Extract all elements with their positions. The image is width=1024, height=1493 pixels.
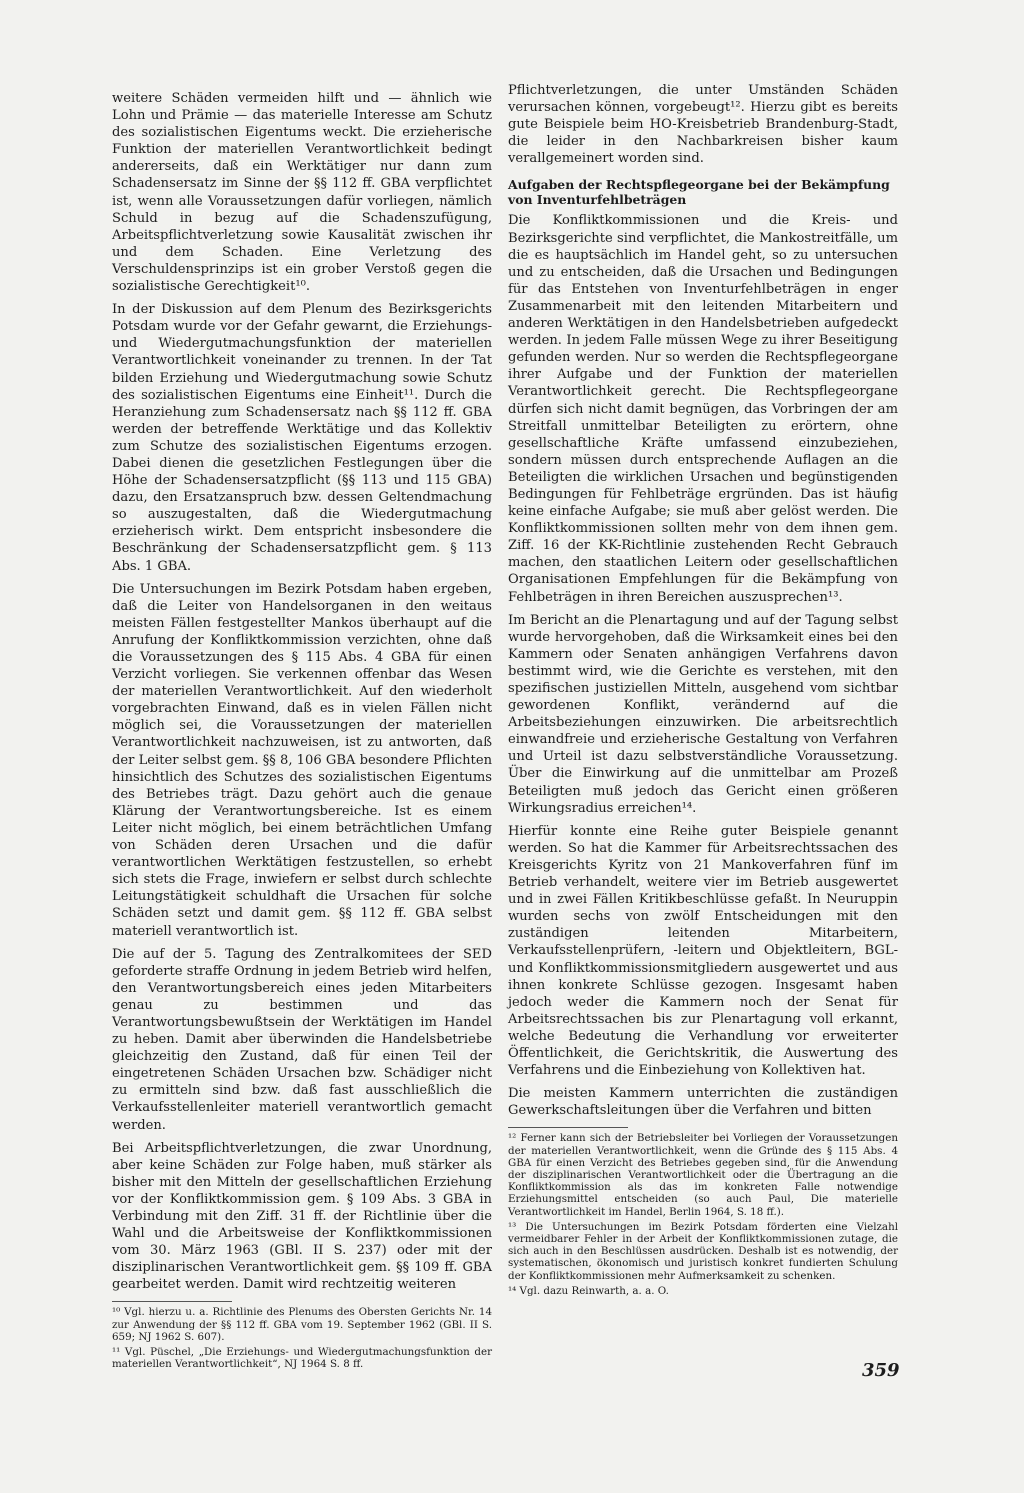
right-column xyxy=(508,82,898,1300)
footnote-divider xyxy=(112,1301,232,1302)
body-paragraph: Im Bericht an die Plenartagung und auf der Tagung selbst wurde hervorgehoben, daß die Wirksamkeit eines bei den Kammern oder Senaten anhängigen Verfahrens davon bestimmt wird, wie die Gerichte es verstehen, mit den spezifischen justiziellen Mitteln, ausgehend vom sichtbar gewordenen Konflikt, verändernd auf die Arbeitsbeziehungen einzuwirken. Die arbeitsrechtlich einwandfreie und erzieherische Gestaltung von Verfahren und Urteil ist dazu selbstverständliche Voraussetzung. Über die Einwirkung auf die unmittelbar am Prozeß Beteiligten muß jedoch das Gericht einen größeren Wirkungsradius erreichen¹⁴. xyxy=(508,612,898,816)
body-paragraph: In der Diskussion auf dem Plenum des Bezirksgerichts Potsdam wurde vor der Gefahr gewarnt, die Erziehungs- und Wiedergutmachungsfunktion der materiellen Verantwortlichkeit voneinander zu trennen. In der Tat bilden Erziehung und Wiedergutmachung sowie Schutz des sozialistischen Eigentums eine Einheit¹¹. Durch die Heranziehung zum Schadensersatz nach §§ 112 ff. GBA werden der betreffende Werktätige und das Kollektiv zum Schutze des sozialistischen Eigentums erzogen. Dabei dienen die gesetzlichen Festlegungen über die Höhe der Schadensersatzpflicht (§§ 113 und 115 GBA) dazu, den Ersatzanspruch bzw. dessen Geltendmachung so auszugestalten, daß die Wiedergutmachung erzieherisch wirkt. Dem entspricht insbesondere die Beschränkung der Schadensersatzpflicht gem. § 113 Abs. 1 GBA. xyxy=(112,302,492,574)
footnote: ¹⁰ Vgl. hierzu u. a. Richtlinie des Plenums des Obersten Gerichts Nr. 14 zur Anwendung der §§ 112 ff. GBA vom 19. September 1962 (GBl. II S. 659; NJ 1962 S. 607). xyxy=(112,1306,492,1343)
body-paragraph: Bei Arbeitspflichtverletzungen, die zwar Unordnung, aber keine Schäden zur Folge haben, muß stärker als bisher mit den Mitteln der gesellschaftlichen Erziehung vor der Konfliktkommission gem. § 109 Abs. 3 GBA in Verbindung mit den Ziff. 31 ff. der Richtlinie über die Wahl und die Arbeitsweise der Konfliktkommissionen vom 30. März 1963 (GBl. II S. 237) oder mit der disziplinarischen Verantwortlichkeit gem. §§ 109 ff. GBA gearbeitet werden. Damit wird rechtzeitig weiteren xyxy=(112,1140,492,1293)
footnotes-right xyxy=(508,1132,898,1297)
footnote: ¹⁴ Vgl. dazu Reinwarth, a. a. O. xyxy=(508,1284,669,1297)
body-paragraph: weitere Schäden vermeiden hilft und — ähnlich wie Lohn und Prämie — das materielle Interesse am Schutz des sozialistischen Eigentums weckt. Die erzieherische Funktion der materiellen Verantwortlichkeit bedingt andererseits, daß ein Werktätiger nur dann zum Schadensersatz im Sinne der §§ 112 ff. GBA verpflichtet ist, wenn alle Voraussetzungen dafür vorliegen, nämlich Schuld in bezug auf die Schadenszufügung, Arbeitspflichtverletzung sowie Kausalität zwischen ihr und dem Schaden. Eine Verletzung des Verschuldensprinzips ist ein grober Verstoß gegen die sozialistische Gerechtigkeit¹⁰. xyxy=(112,91,492,295)
body-paragraph: Die auf der 5. Tagung des Zentralkomitees der SED geforderte straffe Ordnung in jedem Betrieb wird helfen, den Verantwortungsbereich eines jeden Mitarbeiters genau zu bestimmen und das Verantwortungsbewußtsein der Werktätigen im Handel zu heben. Damit aber überwinden die Handelsbetriebe gleichzeitig den Zustand, daß für einen Teil der eingetretenen Schäden Ursachen bzw. Schädiger nicht zu ermitteln sind bzw. daß fast ausschließlich die Verkaufsstellenleiter materiell verantwortlich gemacht werden. xyxy=(112,946,492,1133)
body-paragraph: Die meisten Kammern unterrichten die zuständigen Gewerkschaftsleitungen über die Verfahren und bitten xyxy=(508,1086,898,1119)
section-heading: Aufgaben der Rechtspflegeorgane bei der Bekämpfung von Inventurfehlbeträgen xyxy=(508,177,890,208)
body-paragraph: Die Konfliktkommissionen und die Kreis- und Bezirksgerichte sind verpflichtet, die Mankostreitfälle, um die es hauptsächlich im Handel geht, so zu untersuchen und zu entscheiden, daß die Ursachen und Bedingungen für das Entstehen von Inventurfehlbeträgen in enger Zusammenarbeit mit den leitenden Mitarbeitern und anderen Werktätigen in den Handelsbetrieben aufgedeckt werden. In jedem Falle müssen Wege zu ihrer Beseitigung gefunden werden. Nur so werden die Rechtspflegeorgane ihrer Aufgabe und der Funktion der materiellen Verantwortlichkeit gerecht. Die Rechtspflegeorgane dürfen sich nicht damit begnügen, das Vorbringen der am Streitfall unmittelbar Beteiligten zu erörtern, ohne gesellschaftliche Kräfte umfassend einzubeziehen, sondern müssen durch entsprechende Auflagen an die Beteiligten die wirklichen Ursachen und begünstigenden Bedingungen für Fehlbeträge ergründen. Das ist häufig keine einfache Aufgabe; sie muß aber gelöst werden. Die Konfliktkommissionen sollten mehr von dem ihnen gem. Ziff. 16 der KK-Richtlinie zustehenden Recht Gebrauch machen, den staatlichen Leitern oder gesellschaftlichen Organisationen Empfehlungen für die Bekämpfung von Fehlbeträgen in ihren Bereichen auszusprechen¹³. xyxy=(508,213,898,605)
footnote: ¹¹ Vgl. Püschel, „Die Erziehungs- und Wiedergutmachungsfunktion der materiellen Verantwortlichkeit“, NJ 1964 S. 8 ff. xyxy=(112,1346,492,1371)
footnote: ¹³ Die Untersuchungen im Bezirk Potsdam förderten eine Vielzahl vermeidbarer Fehler in der Arbeit der Konfliktkommissionen zutage, die sich auch in den Beschlüssen ausdrücken. Deshalb ist es notwendig, der systematischen, ökonomisch und juristisch konkret fundierten Schulung der Konfliktkommissionen mehr Aufmerksamkeit zu schenken. xyxy=(508,1220,898,1282)
page-number: 359 xyxy=(862,1360,900,1381)
footnotes-left xyxy=(112,1306,492,1370)
footnote-divider xyxy=(508,1127,628,1128)
body-paragraph: Hierfür konnte eine Reihe guter Beispiele genannt werden. So hat die Kammer für Arbeitsrechtssachen des Kreisgerichts Kyritz von 21 Mankoverfahren fünf im Betrieb verhandelt, weitere vier im Betrieb ausgewertet und in zwei Fällen Kritikbeschlüsse gefaßt. In Neuruppin wurden sechs von zwölf Entscheidungen mit den zuständigen leitenden Mitarbeitern, Verkaufsstellenprüfern, -leitern und Objektleitern, BGL- und Konfliktkommissionsmitgliedern ausgewertet und aus ihnen konkrete Schlüsse gezogen. Insgesamt haben jedoch weder die Kammern noch der Senat für Arbeitsrechtssachen bis zur Plenartagung voll erkannt, welche Bedeutung die Verhandlung vor erweiterter Öffentlichkeit, die Gerichtskritik, die Auswertung des Verfahrens und die Einbeziehung von Kollektiven hat. xyxy=(508,823,898,1079)
footnote: ¹² Ferner kann sich der Betriebsleiter bei Vorliegen der Voraussetzungen der materiellen Verantwortlichkeit, wenn die Gründe des § 115 Abs. 4 GBA für einen Verzicht des Betriebes gegeben sind, für die Anwendung der disziplinarischen Verantwortlichkeit oder die Übertragung an die Konfliktkommission als das im konkreten Falle notwendige Erziehungsmittel entscheiden (so auch Paul, Die materielle Verantwortlichkeit im Handel, Berlin 1964, S. 18 ff.). xyxy=(508,1132,898,1218)
body-paragraph: Die Untersuchungen im Bezirk Potsdam haben ergeben, daß die Leiter von Handelsorganen in den weitaus meisten Fällen festgestellter Mankos überhaupt auf die Anrufung der Konfliktkommission verzichten, ohne daß die Voraussetzungen des § 115 Abs. 4 GBA für einen Verzicht vorliegen. Sie verkennen offenbar das Wesen der materiellen Verantwortlichkeit. Auf den wiederholt vorgebrachten Einwand, daß es in vielen Fällen nicht möglich sei, die Voraussetzungen der materiellen Verantwortlichkeit nachzuweisen, ist zu antworten, daß der Leiter selbst gem. §§ 8, 106 GBA besondere Pflichten hinsichtlich des Schutzes des sozialistischen Eigentums des Betriebes trägt. Dazu gehört auch die genaue Klärung der Verantwortungsbereiche. Ist es einem Leiter nicht möglich, bei einem beträchtlichen Umfang von Schäden deren Ursachen und die dafür verantwortlichen Werktätigen festzustellen, so erhebt sich stets die Frage, inwiefern er selbst durch schlechte Leitungstätigkeit schuldhaft die Ursachen für solche Schäden setzt und damit gem. §§ 112 ff. GBA selbst materiell verantwortlich ist. xyxy=(112,581,492,939)
body-paragraph: Pflichtverletzungen, die unter Umständen Schäden verursachen können, vorgebeugt¹². Hierzu gibt es bereits gute Beispiele beim HO-Kreisbetrieb Brandenburg-Stadt, die leider in den Nachbarkreisen bisher kaum verallgemeinert worden sind. xyxy=(508,83,898,167)
left-column xyxy=(112,90,492,1373)
